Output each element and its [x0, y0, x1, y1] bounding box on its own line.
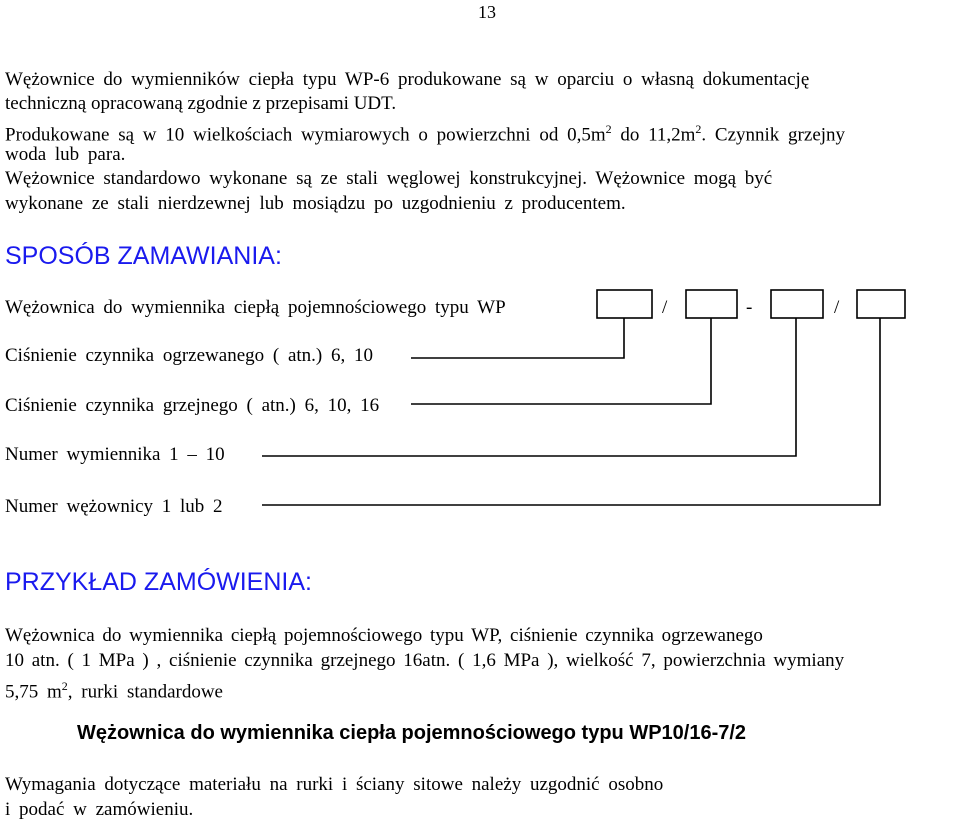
- example-line-2: 10 atn. ( 1 MPa ) , ciśnienie czynnika grzejnego 16atn. ( 1,6 MPa ), wielkość 7, powierzchnia wymiany: [5, 650, 845, 671]
- order-item-pressure-heating: Ciśnienie czynnika grzejnego ( atn.) 6, 10, 16: [5, 395, 380, 416]
- intro-line-6: wykonane ze stali nierdzewnej lub mosiądzu po uzgodnieniu z producentem.: [5, 193, 626, 214]
- example-line-1: Wężownica do wymiennika ciepłą pojemnościowego typu WP, ciśnienie czynnika ogrzewanego: [5, 625, 763, 646]
- connector-line-4: [262, 318, 880, 505]
- code-label: Wężownica do wymiennika ciepłą pojemnościowego typu WP: [5, 297, 506, 318]
- intro-line-3b: do 11,2m: [611, 124, 696, 146]
- code-separator-1: /: [662, 297, 668, 318]
- code-box-exchanger-number: [771, 290, 823, 318]
- code-separator-2: -: [746, 297, 753, 318]
- example-line-3: [5, 674, 223, 704]
- order-item-coil-number: Numer wężownicy 1 lub 2: [5, 496, 223, 517]
- superscript: 2: [605, 122, 612, 136]
- order-item-pressure-heated: Ciśnienie czynnika ogrzewanego ( atn.) 6, 10: [5, 345, 373, 366]
- example-designation: Wężownica do wymiennika ciepła pojemnościowego typu WP10/16-7/2: [77, 722, 747, 744]
- example-line-3a: 5,75 m: [5, 681, 62, 703]
- intro-line-1: Wężownice do wymienników ciepła typu WP-6 produkowane są w oparciu o własną dokumentację: [5, 69, 810, 90]
- code-box-pressure-heated: [597, 290, 652, 318]
- note-line-1: Wymagania dotyczące materiału na rurki i ściany sitowe należy uzgodnić osobno: [5, 774, 664, 795]
- example-heading: PRZYKŁAD ZAMÓWIENIA:: [5, 568, 312, 596]
- intro-line-2: techniczną opracowaną zgodnie z przepisami UDT.: [5, 93, 397, 114]
- order-item-exchanger-number: Numer wymiennika 1 – 10: [5, 444, 225, 465]
- connector-line-3: [262, 318, 796, 456]
- code-box-coil-number: [857, 290, 905, 318]
- page-number: 13: [478, 2, 496, 22]
- intro-line-4: woda lub para.: [5, 144, 126, 165]
- connector-line-2: [411, 318, 711, 404]
- intro-line-3a: Produkowane są w 10 wielkościach wymiarowych o powierzchni od 0,5m: [5, 124, 606, 146]
- code-box-pressure-heating: [686, 290, 737, 318]
- superscript: 2: [695, 122, 702, 136]
- note-line-2: i podać w zamówieniu.: [5, 799, 194, 820]
- intro-line-3c: . Czynnik grzejny: [701, 124, 846, 146]
- connector-line-1: [411, 318, 624, 358]
- ordering-heading: SPOSÓB ZAMAWIANIA:: [5, 242, 282, 270]
- example-line-3b: , rurki standardowe: [67, 681, 223, 703]
- intro-line-5: Wężownice standardowo wykonane są ze stali węglowej konstrukcyjnej. Wężownice mogą być: [5, 168, 773, 189]
- superscript: 2: [61, 679, 68, 693]
- code-separator-3: /: [834, 297, 840, 318]
